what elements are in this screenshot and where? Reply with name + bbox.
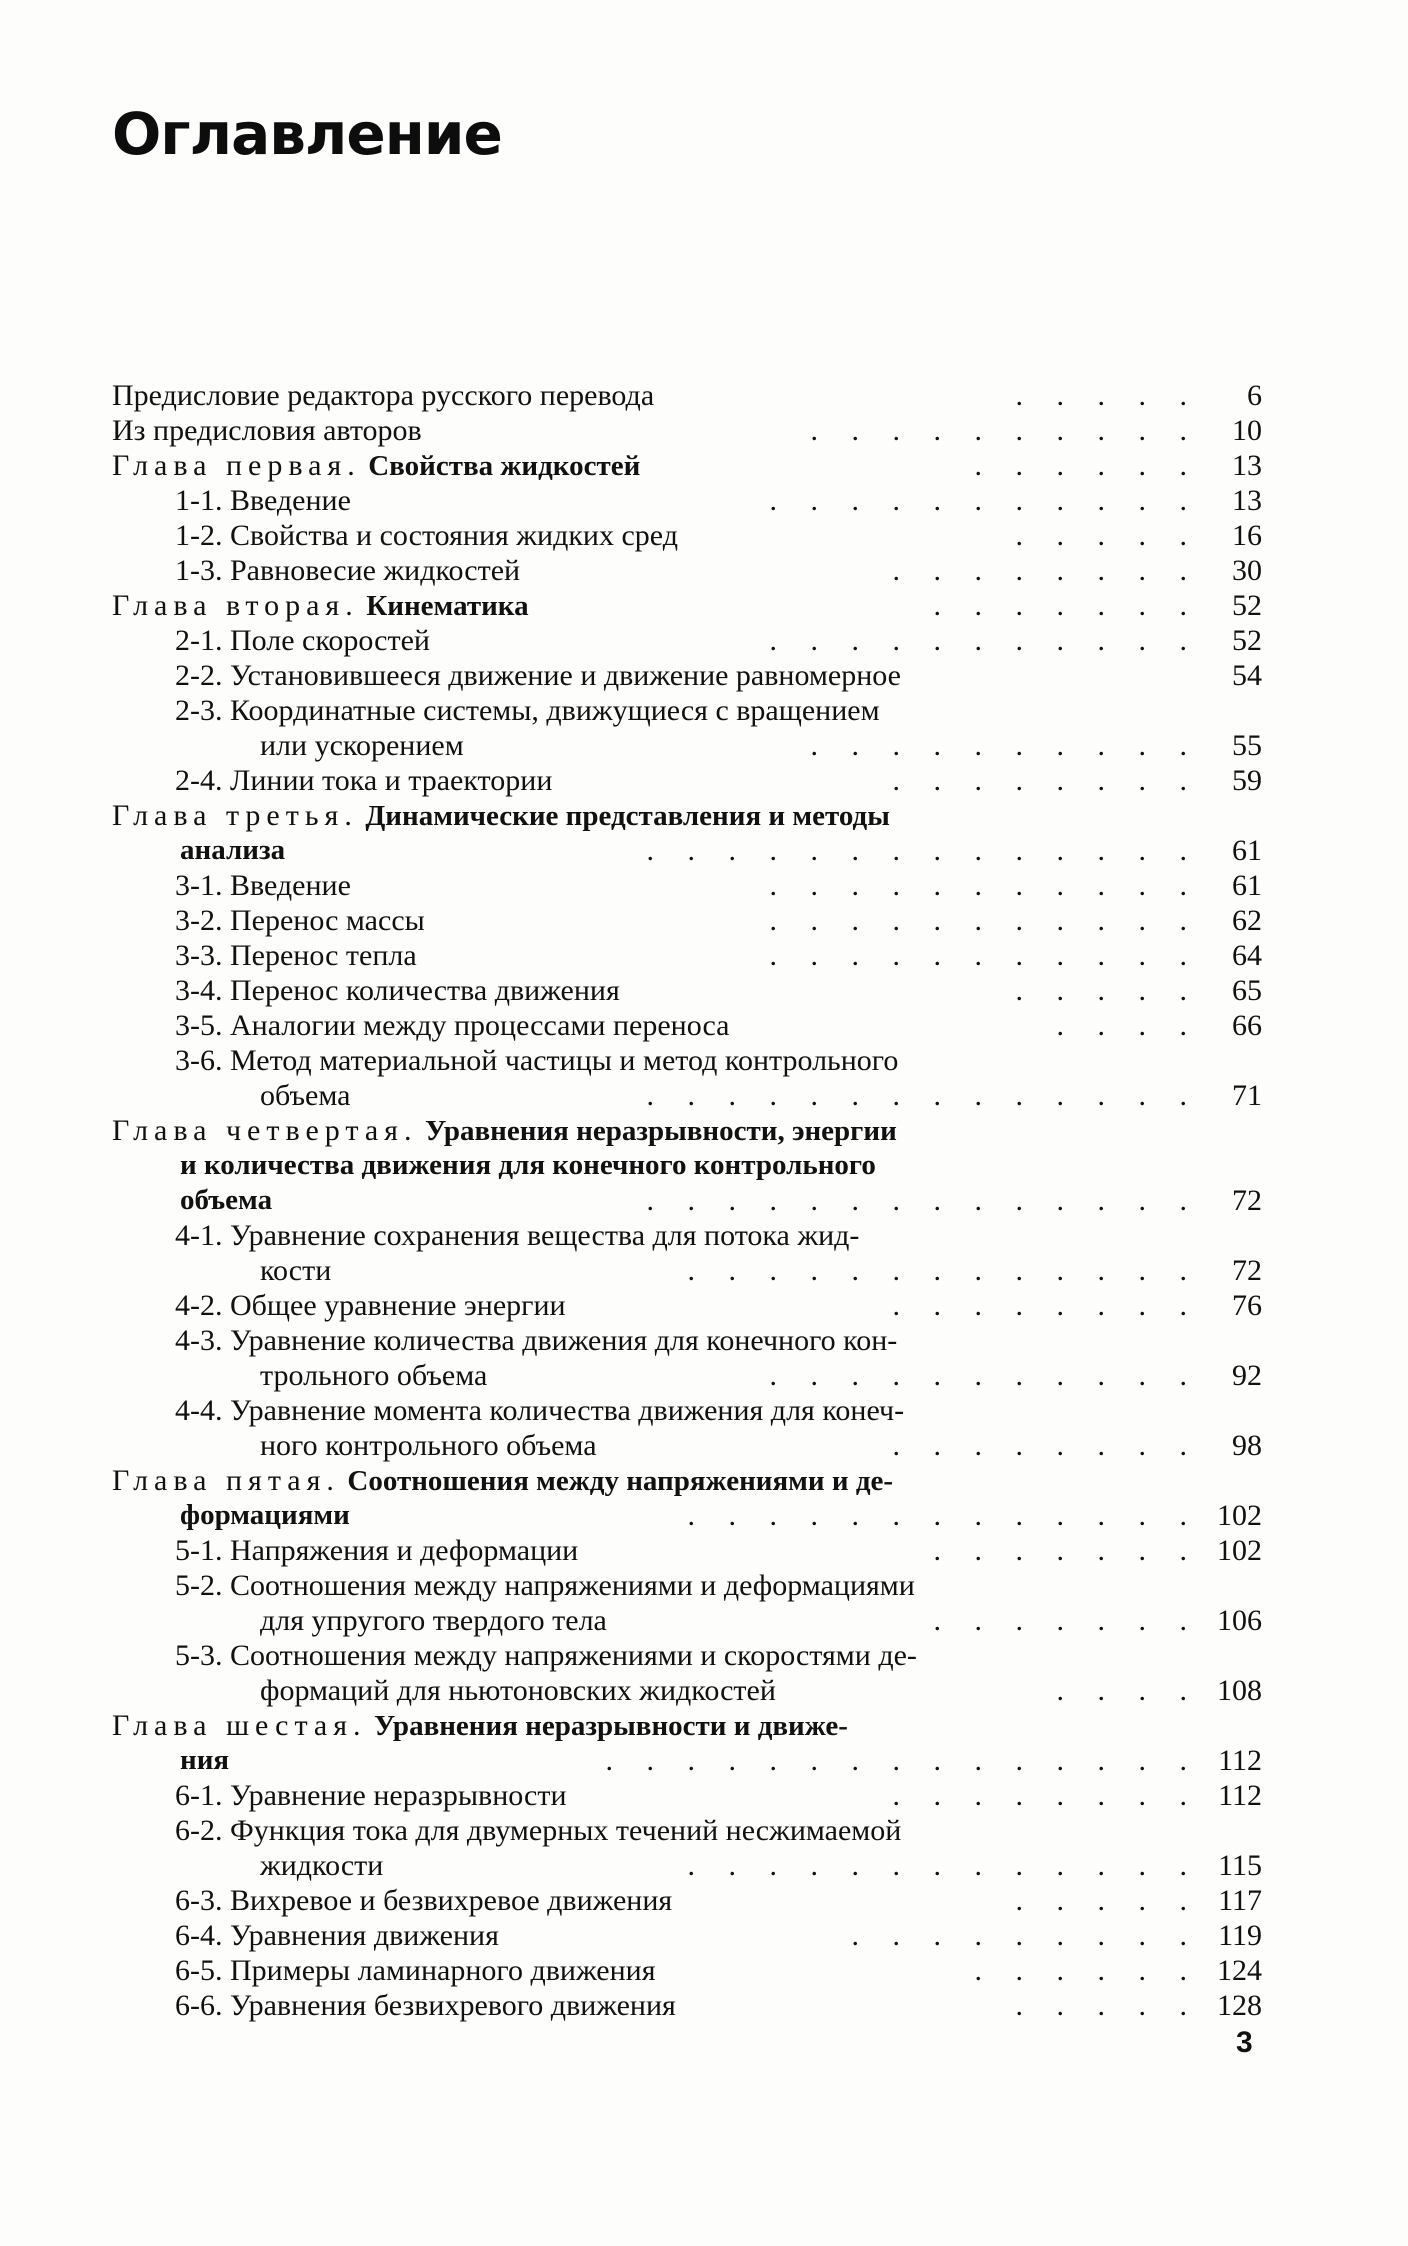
toc-entry xyxy=(112,1358,1262,1393)
toc-page-number: 98 xyxy=(1232,1429,1262,1462)
toc-entry xyxy=(112,798,1262,833)
dot-leader: . . . . . . . . . . . . . . xyxy=(646,834,1200,867)
dot-leader: . . . . . . xyxy=(974,449,1200,482)
toc-entry-title: 1-1. Введение xyxy=(175,484,351,517)
toc-entry-title: объема xyxy=(260,1079,351,1112)
dot-leader: . . . . . . xyxy=(974,1954,1200,1987)
dot-leader: . . . . . . . . xyxy=(892,764,1200,797)
toc-page-number: 119 xyxy=(1218,1919,1262,1952)
toc-entry xyxy=(112,1883,1262,1918)
toc-entry xyxy=(112,1218,1262,1253)
toc-entry-title: 2-3. Координатные системы, движущиеся с вращением xyxy=(175,694,880,727)
dot-leader: . . . . . . . . . . . . . xyxy=(687,1254,1200,1287)
toc-entry xyxy=(112,728,1262,763)
toc-entry xyxy=(112,1323,1262,1358)
chapter-prefix: Глава четвертая. xyxy=(112,1114,418,1147)
toc-entry-title: Из предисловия авторов xyxy=(112,414,422,447)
toc-entry xyxy=(112,1568,1262,1603)
toc-entry-title: формациями xyxy=(180,1499,350,1531)
chapter-title: Соотношения между напряжениями и де- xyxy=(347,1465,894,1497)
dot-leader: . . . . . xyxy=(1015,974,1200,1007)
toc-entry xyxy=(112,378,1262,413)
dot-leader: . . . . . . . . . . . . . . . xyxy=(605,1744,1200,1777)
toc-entry-title: 3-3. Перенос тепла xyxy=(175,939,417,972)
toc-entry-title: формаций для ньютоновских жидкостей xyxy=(260,1674,776,1707)
toc-page-number: 52 xyxy=(1232,624,1262,657)
toc-entry xyxy=(112,588,1262,623)
toc-entry-title xyxy=(112,1113,897,1149)
toc-page-number: 54 xyxy=(1232,659,1262,692)
toc-entry-title: ния xyxy=(180,1744,230,1776)
toc-page-number: 62 xyxy=(1232,904,1262,937)
dot-leader: . . . . . . . . . . . xyxy=(769,1359,1200,1392)
toc-entry xyxy=(112,1988,1262,2023)
toc-entry xyxy=(112,658,1262,693)
toc-entry-title xyxy=(112,588,529,624)
toc-entry-title: анализа xyxy=(180,834,286,866)
dot-leader: . . . . . . . xyxy=(933,589,1200,622)
toc-entry xyxy=(112,1533,1262,1568)
toc-page-number: 55 xyxy=(1232,729,1262,762)
dot-leader: . . . . . . . xyxy=(933,1534,1200,1567)
toc-entry-title xyxy=(112,448,640,484)
toc-entry xyxy=(112,413,1262,448)
toc-entry-title: 4-1. Уравнение сохранения вещества для потока жид- xyxy=(175,1219,860,1252)
toc-entry xyxy=(112,1078,1262,1113)
dot-leader: . . . . . . . . . . . . . . xyxy=(646,1079,1200,1112)
chapter-title: Кинематика xyxy=(366,590,529,622)
toc-entry-title: 4-2. Общее уравнение энергии xyxy=(175,1289,566,1322)
toc-entry xyxy=(112,1428,1262,1463)
toc-entry-title: 1-2. Свойства и состояния жидких сред xyxy=(175,519,678,552)
toc-page-number: 72 xyxy=(1232,1184,1262,1217)
toc-entry xyxy=(112,833,1262,868)
toc-entry-title xyxy=(112,798,890,834)
toc-entry-title: 1-3. Равновесие жидкостей xyxy=(175,554,521,587)
toc-entry-title: для упругого твердого тела xyxy=(260,1604,607,1637)
page-number: 3 xyxy=(1236,2026,1253,2059)
toc-entry xyxy=(112,1288,1262,1323)
toc-entry xyxy=(112,693,1262,728)
toc-page-number: 64 xyxy=(1232,939,1262,972)
toc-page-number: 16 xyxy=(1232,519,1262,552)
toc-entry-title: 2-2. Установившееся движение и движение равномерное xyxy=(175,659,901,692)
toc-entry-title: 5-2. Соотношения между напряжениями и деформациями xyxy=(175,1569,915,1602)
toc-entry xyxy=(112,1953,1262,1988)
toc-entry xyxy=(112,1008,1262,1043)
toc-entry xyxy=(112,1148,1262,1183)
dot-leader: . . . . . . . . xyxy=(892,1289,1200,1322)
toc-page-number: 102 xyxy=(1217,1534,1262,1567)
toc-page-number: 92 xyxy=(1232,1359,1262,1392)
chapter-prefix: Глава третья. xyxy=(112,799,358,832)
toc-entry-title: 3-5. Аналогии между процессами переноса xyxy=(175,1009,730,1042)
dot-leader: . . . . . . . . xyxy=(892,1429,1200,1462)
toc-page-number: 76 xyxy=(1232,1289,1262,1322)
toc-entry xyxy=(112,868,1262,903)
toc-page-number: 71 xyxy=(1232,1079,1262,1112)
dot-leader: . . . . . xyxy=(1015,379,1200,412)
toc-entry xyxy=(112,763,1262,798)
toc-entry xyxy=(112,1603,1262,1638)
dot-leader: . . . . . xyxy=(1015,519,1200,552)
toc-page-number: 65 xyxy=(1232,974,1262,1007)
toc-page-number: 61 xyxy=(1232,869,1262,902)
toc-entry xyxy=(112,553,1262,588)
toc-entry xyxy=(112,1778,1262,1813)
toc-page-number: 61 xyxy=(1232,834,1262,867)
toc-entry-title: 3-2. Перенос массы xyxy=(175,904,425,937)
toc-page-number: 52 xyxy=(1232,589,1262,622)
toc-entry-title: трольного объема xyxy=(260,1359,488,1392)
chapter-prefix: Глава шестая. xyxy=(112,1709,367,1742)
toc-entry-title xyxy=(112,1708,848,1744)
toc-entry-title: жидкости xyxy=(260,1849,384,1882)
dot-leader: . . . . . . . . . . . . . . xyxy=(646,1184,1200,1217)
toc-entry-title xyxy=(112,1463,893,1499)
chapter-prefix: Глава первая. xyxy=(112,449,361,482)
toc-entry-title: Предисловие редактора русского перевода xyxy=(112,379,655,412)
toc-page-number: 115 xyxy=(1218,1849,1262,1882)
toc-entry xyxy=(112,973,1262,1008)
chapter-title: Свойства жидкостей xyxy=(368,450,641,482)
page-title: Оглавление xyxy=(112,100,502,168)
toc-entry xyxy=(112,903,1262,938)
toc-entry xyxy=(112,1848,1262,1883)
toc-page-number: 128 xyxy=(1217,1989,1262,2022)
toc-entry-title: 6-3. Вихревое и безвихревое движения xyxy=(175,1884,673,1917)
toc-page-number: 108 xyxy=(1217,1674,1262,1707)
toc-entry-title: 3-4. Перенос количества движения xyxy=(175,974,620,1007)
toc-page-number: 13 xyxy=(1232,449,1262,482)
chapter-title: Динамические представления и методы xyxy=(365,800,890,832)
toc-page-number: 117 xyxy=(1218,1884,1262,1917)
toc-entry xyxy=(112,938,1262,973)
toc-entry-title: 6-5. Примеры ламинарного движения xyxy=(175,1954,656,1987)
dot-leader: . . . . xyxy=(1056,1009,1200,1042)
dot-leader: . . . . . . . . . . . xyxy=(769,939,1200,972)
toc-entry-title: 5-1. Напряжения и деформации xyxy=(175,1534,579,1567)
toc-entry xyxy=(112,1638,1262,1673)
toc-page-number: 66 xyxy=(1232,1009,1262,1042)
toc-entry xyxy=(112,1708,1262,1743)
toc-entry-title: или ускорением xyxy=(260,729,464,762)
toc-entry xyxy=(112,1113,1262,1148)
dot-leader: . . . . . . . . . . . xyxy=(769,624,1200,657)
toc-entry-title: 6-2. Функция тока для двумерных течений несжимаемой xyxy=(175,1814,902,1847)
dot-leader: . . . . . xyxy=(1015,1989,1200,2022)
dot-leader: . . . . xyxy=(1056,1674,1200,1707)
chapter-title: Уравнения неразрывности и движе- xyxy=(374,1710,848,1742)
toc-page-number: 112 xyxy=(1218,1779,1262,1812)
dot-leader: . . . . . . . . xyxy=(892,1779,1200,1812)
toc-page-number: 72 xyxy=(1232,1254,1262,1287)
dot-leader: . . . . . . . . . . . xyxy=(769,904,1200,937)
toc-entry-title: 2-1. Поле скоростей xyxy=(175,624,430,657)
chapter-title: Уравнения неразрывности, энергии xyxy=(424,1115,897,1147)
toc-entry-title: 6-6. Уравнения безвихревого движения xyxy=(175,1989,676,2022)
dot-leader: . . . . . . . . . xyxy=(851,1919,1200,1952)
toc-entry-title: ного контрольного объема xyxy=(260,1429,597,1462)
toc-entry xyxy=(112,1043,1262,1078)
toc-entry xyxy=(112,483,1262,518)
toc-page-number: 124 xyxy=(1217,1954,1262,1987)
toc-entry xyxy=(112,1498,1262,1533)
dot-leader: . . . . . . . . . . . . . xyxy=(687,1499,1200,1532)
dot-leader: . . . . . . . xyxy=(933,1604,1200,1637)
toc-page-number: 106 xyxy=(1217,1604,1262,1637)
chapter-prefix: Глава вторая. xyxy=(112,589,359,622)
toc-entry xyxy=(112,1743,1262,1778)
toc-entry xyxy=(112,518,1262,553)
toc-entry-title: объема xyxy=(180,1184,273,1216)
dot-leader: . . . . . . . . . . . xyxy=(769,484,1200,517)
toc-entry-title: 6-1. Уравнение неразрывности xyxy=(175,1779,567,1812)
toc-entry-title: и количества движения для конечного контрольного xyxy=(180,1149,876,1181)
dot-leader: . . . . . . . . . . . xyxy=(769,869,1200,902)
toc-entry-title: 2-4. Линии тока и траектории xyxy=(175,764,553,797)
toc-page-number: 102 xyxy=(1217,1499,1262,1532)
dot-leader: . . . . . . . . . . xyxy=(810,729,1200,762)
toc-page-number: 59 xyxy=(1232,764,1262,797)
toc-entry xyxy=(112,1918,1262,1953)
toc-entry-title: 3-6. Метод материальной частицы и метод контрольного xyxy=(175,1044,899,1077)
toc-entry xyxy=(112,1183,1262,1218)
toc-entry-title: 4-3. Уравнение количества движения для конечного кон- xyxy=(175,1324,898,1357)
toc-entry xyxy=(112,448,1262,483)
toc-entry-title: 4-4. Уравнение момента количества движения для конеч- xyxy=(175,1394,905,1427)
dot-leader: . . . . . . . . . . xyxy=(810,414,1200,447)
toc-page-number: 10 xyxy=(1232,414,1262,447)
dot-leader: . . . . . xyxy=(1015,1884,1200,1917)
table-of-contents xyxy=(112,378,1262,2023)
toc-entry xyxy=(112,1463,1262,1498)
toc-page-number: 112 xyxy=(1218,1744,1262,1777)
toc-page-number: 6 xyxy=(1247,379,1262,412)
dot-leader: . . . . . . . . xyxy=(892,554,1200,587)
toc-entry xyxy=(112,1673,1262,1708)
toc-entry-title: 5-3. Соотношения между напряжениями и скоростями де- xyxy=(175,1639,917,1672)
toc-page-number: 30 xyxy=(1232,554,1262,587)
toc-entry xyxy=(112,1813,1262,1848)
toc-entry-title: 3-1. Введение xyxy=(175,869,351,902)
dot-leader: . . . . . . . . . . . . . xyxy=(687,1849,1200,1882)
chapter-prefix: Глава пятая. xyxy=(112,1464,340,1497)
toc-entry xyxy=(112,623,1262,658)
toc-entry xyxy=(112,1393,1262,1428)
toc-page-number: 13 xyxy=(1232,484,1262,517)
toc-entry xyxy=(112,1253,1262,1288)
toc-entry-title: кости xyxy=(260,1254,332,1287)
toc-entry-title: 6-4. Уравнения движения xyxy=(175,1919,499,1952)
